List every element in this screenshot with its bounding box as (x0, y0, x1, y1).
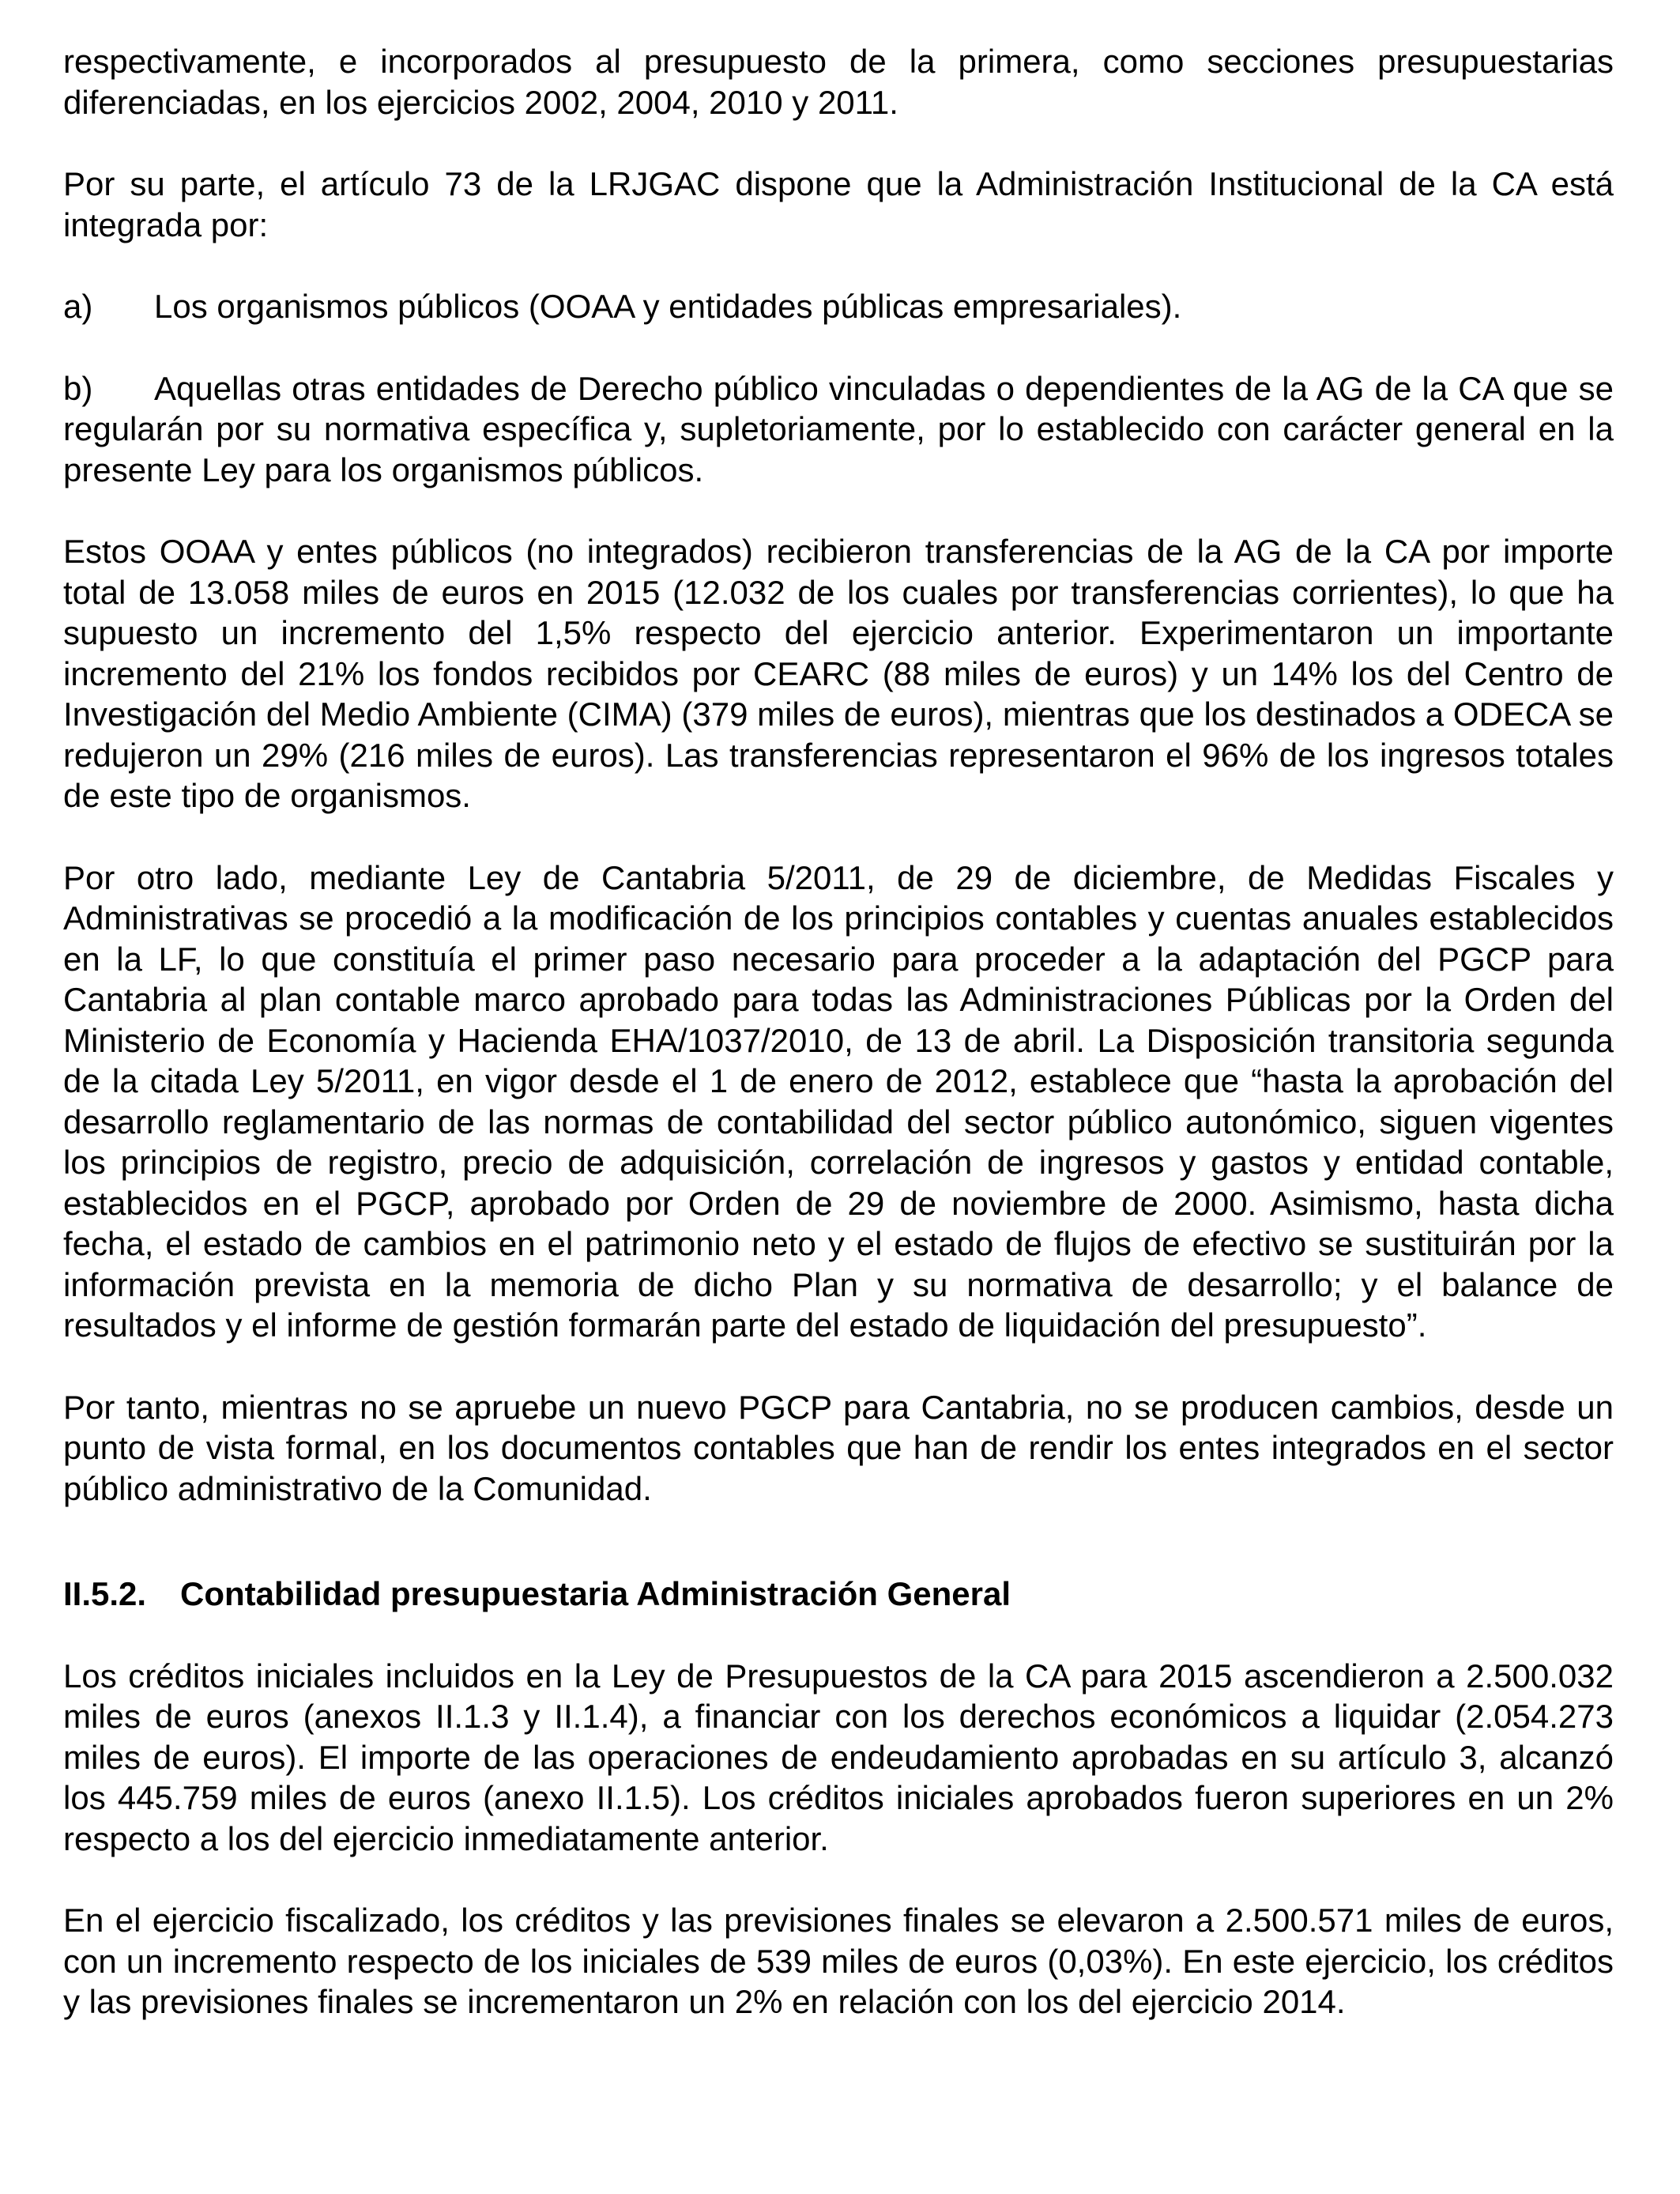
list-item-b (63, 368, 1614, 491)
section-number: II.5.2. (63, 1575, 147, 1612)
paragraph-initial-credits: Los créditos iniciales incluidos en la Ley de Presupuestos de la CA para 2015 ascendieron a 2.500.032 miles de euros (anexos II.1.3 y II.1.4), a financiar con los derechos económicos a liquidar (2.054.273 miles de euros). El importe de las operaciones de endeudamiento aprobadas en su artículo 3, alcanzó los 445.759 miles de euros (anexo II.1.5). Los créditos iniciales aprobados fueron superiores en un 2% respecto a los del ejercicio inmediatamente anterior. (63, 1657, 1614, 1857)
section-title: Contabilidad presupuestaria Administración General (180, 1575, 1011, 1612)
list-item-text: Los organismos públicos (OOAA y entidades públicas empresariales). (154, 288, 1182, 325)
paragraph-final-credits: En el ejercicio fiscalizado, los créditos y las previsiones finales se elevaron a 2.500.571 miles de euros, con un incremento respecto de los iniciales de 539 miles de euros (0,03%). En este ejercicio, los créditos y las previsiones finales se incrementaron un 2% en relación con los del ejercicio 2014. (63, 1902, 1614, 2020)
list-marker: a) (63, 288, 93, 325)
document-page (63, 41, 1614, 2064)
paragraph-pgcp: Por tanto, mientras no se apruebe un nuevo PGCP para Cantabria, no se producen cambios, desde un punto de vista formal, en los documentos contables que han de rendir los entes integrados en el sector público administrativo de la Comunidad. (63, 1388, 1614, 1507)
list-marker: b) (63, 369, 93, 407)
paragraph-transfers: Estos OOAA y entes públicos (no integrados) recibieron transferencias de la AG de la CA por importe total de 13.058 miles de euros en 2015 (12.032 de los cuales por transferencias corrientes), lo que ha supuesto un incremento del 1,5% respecto del ejercicio anterior. Experimentaron un importante incremento del 21% los fondos recibidos por CEARC (88 miles de euros) y un 14% los del Centro de Investigación del Medio Ambiente (CIMA) (379 miles de euros), mientras que los destinados a ODECA se redujeron un 29% (216 miles de euros). Las transferencias representaron el 96% de los ingresos totales de este tipo de organismos. (63, 533, 1614, 814)
section-heading (63, 1574, 1614, 1615)
paragraph-article-73: Por su parte, el artículo 73 de la LRJGAC dispone que la Administración Institucional de la CA está integrada por: (63, 165, 1614, 243)
paragraph-ley-5-2011: Por otro lado, mediante Ley de Cantabria 5/2011, de 29 de diciembre, de Medidas Fiscales y Administrativas se procedió a la modificación de los principios contables y cuentas anuales establecidos en la LF, lo que constituía el primer paso necesario para proceder a la adaptación del PGCP para Cantabria al plan contable marco aprobado para todas las Administraciones Públicas por la Orden del Ministerio de Economía y Hacienda EHA/1037/2010, de 13 de abril. La Disposición transitoria segunda de la citada Ley 5/2011, en vigor desde el 1 de enero de 2012, establece que “hasta la aprobación del desarrollo reglamentario de las normas de contabilidad del sector público autonómico, siguen vigentes los principios de registro, precio de adquisición, correlación de ingresos y gastos y entidad contable, establecidos en el PGCP, aprobado por Orden de 29 de noviembre de 2000. Asimismo, hasta dicha fecha, el estado de cambios en el patrimonio neto y el estado de flujos de efectivo se sustituirán por la información prevista en la memoria de dicho Plan y su normativa de desarrollo; y el balance de resultados y el informe de gestión formarán parte del estado de liquidación del presupuesto”. (63, 858, 1614, 1344)
list-item-a (63, 286, 1614, 327)
paragraph-continuation: respectivamente, e incorporados al presupuesto de la primera, como secciones presupuestarias diferenciadas, en los ejercicios 2002, 2004, 2010 y 2011. (63, 43, 1614, 121)
list-item-text: Aquellas otras entidades de Derecho público vinculadas o dependientes de la AG de la CA que se regularán por su normativa específica y, supletoriamente, por lo establecido con carácter general en la presente Ley para los organismos públicos. (63, 369, 1614, 488)
